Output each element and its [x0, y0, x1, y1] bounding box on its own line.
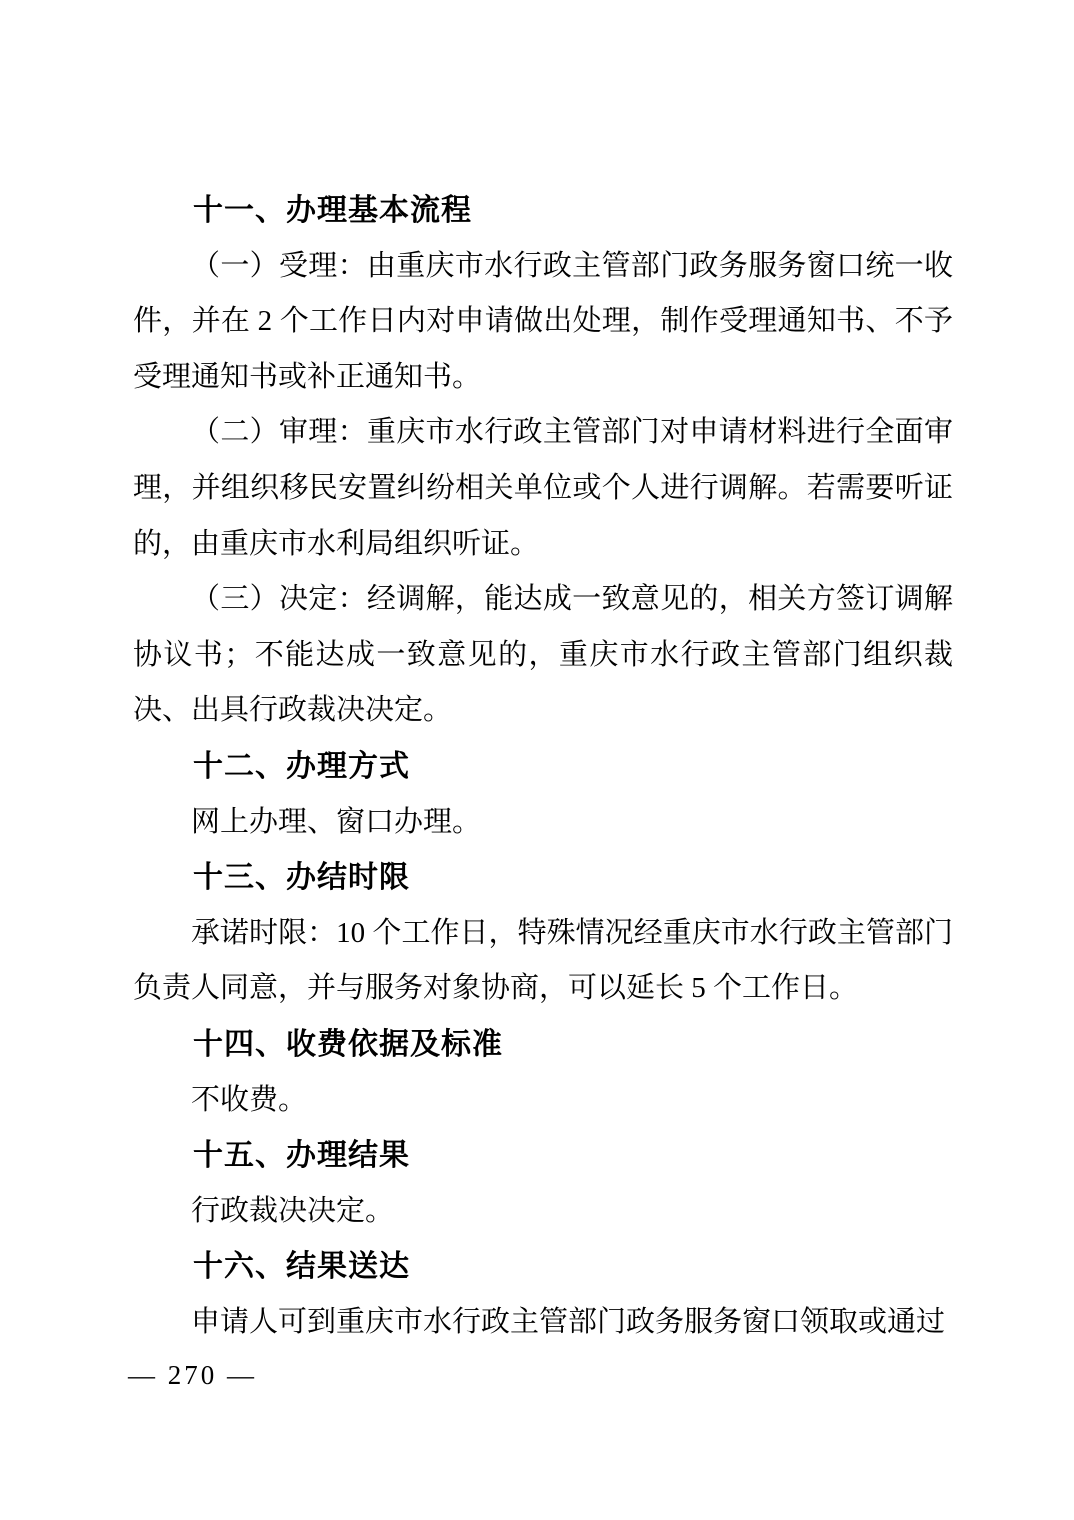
page-number: — 270 — — [128, 1360, 257, 1390]
section-heading-13-time-limit: 十三、办结时限 — [193, 861, 410, 895]
paragraph-fees: 不收费。 — [191, 1083, 308, 1116]
paragraph-result-delivery: 申请人可到重庆市水行政主管部门政务服务窗口领取或通过 — [191, 1305, 946, 1338]
paragraph-2-review: （二）审理：重庆市水行政主管部门对申请材料进行全面审理，并组织移民安置纠纷相关单位或个人进行调解。若需要听证的，由重庆市水利局组织听证。 — [133, 416, 953, 560]
section-heading-14-fees: 十四、收费依据及标准 — [193, 1027, 503, 1061]
section-heading-16-result-delivery: 十六、结果送达 — [193, 1250, 410, 1284]
paragraph-handling-method: 网上办理、窗口办理。 — [191, 805, 482, 838]
paragraph-result: 行政裁决决定。 — [191, 1194, 395, 1227]
paragraph-1-acceptance: （一）受理：由重庆市水行政主管部门政务服务窗口统一收件，并在 2 个工作日内对申请做出处理，制作受理通知书、不予受理通知书或补正通知书。 — [133, 249, 953, 393]
section-heading-15-result: 十五、办理结果 — [193, 1139, 410, 1173]
section-heading-11-basic-process: 十一、办理基本流程 — [193, 194, 472, 227]
section-heading-12-handling-method: 十二、办理方式 — [193, 749, 410, 783]
document-body — [133, 183, 953, 1350]
paragraph-3-decision: （三）决定：经调解，能达成一致意见的，相关方签订调解协议书；不能达成一致意见的，重庆市水行政主管部门组织裁决、出具行政裁决决定。 — [133, 583, 953, 727]
paragraph-time-limit: 承诺时限：10 个工作日，特殊情况经重庆市水行政主管部门负责人同意，并与服务对象协商，可以延长 5 个工作日。 — [133, 916, 953, 1005]
